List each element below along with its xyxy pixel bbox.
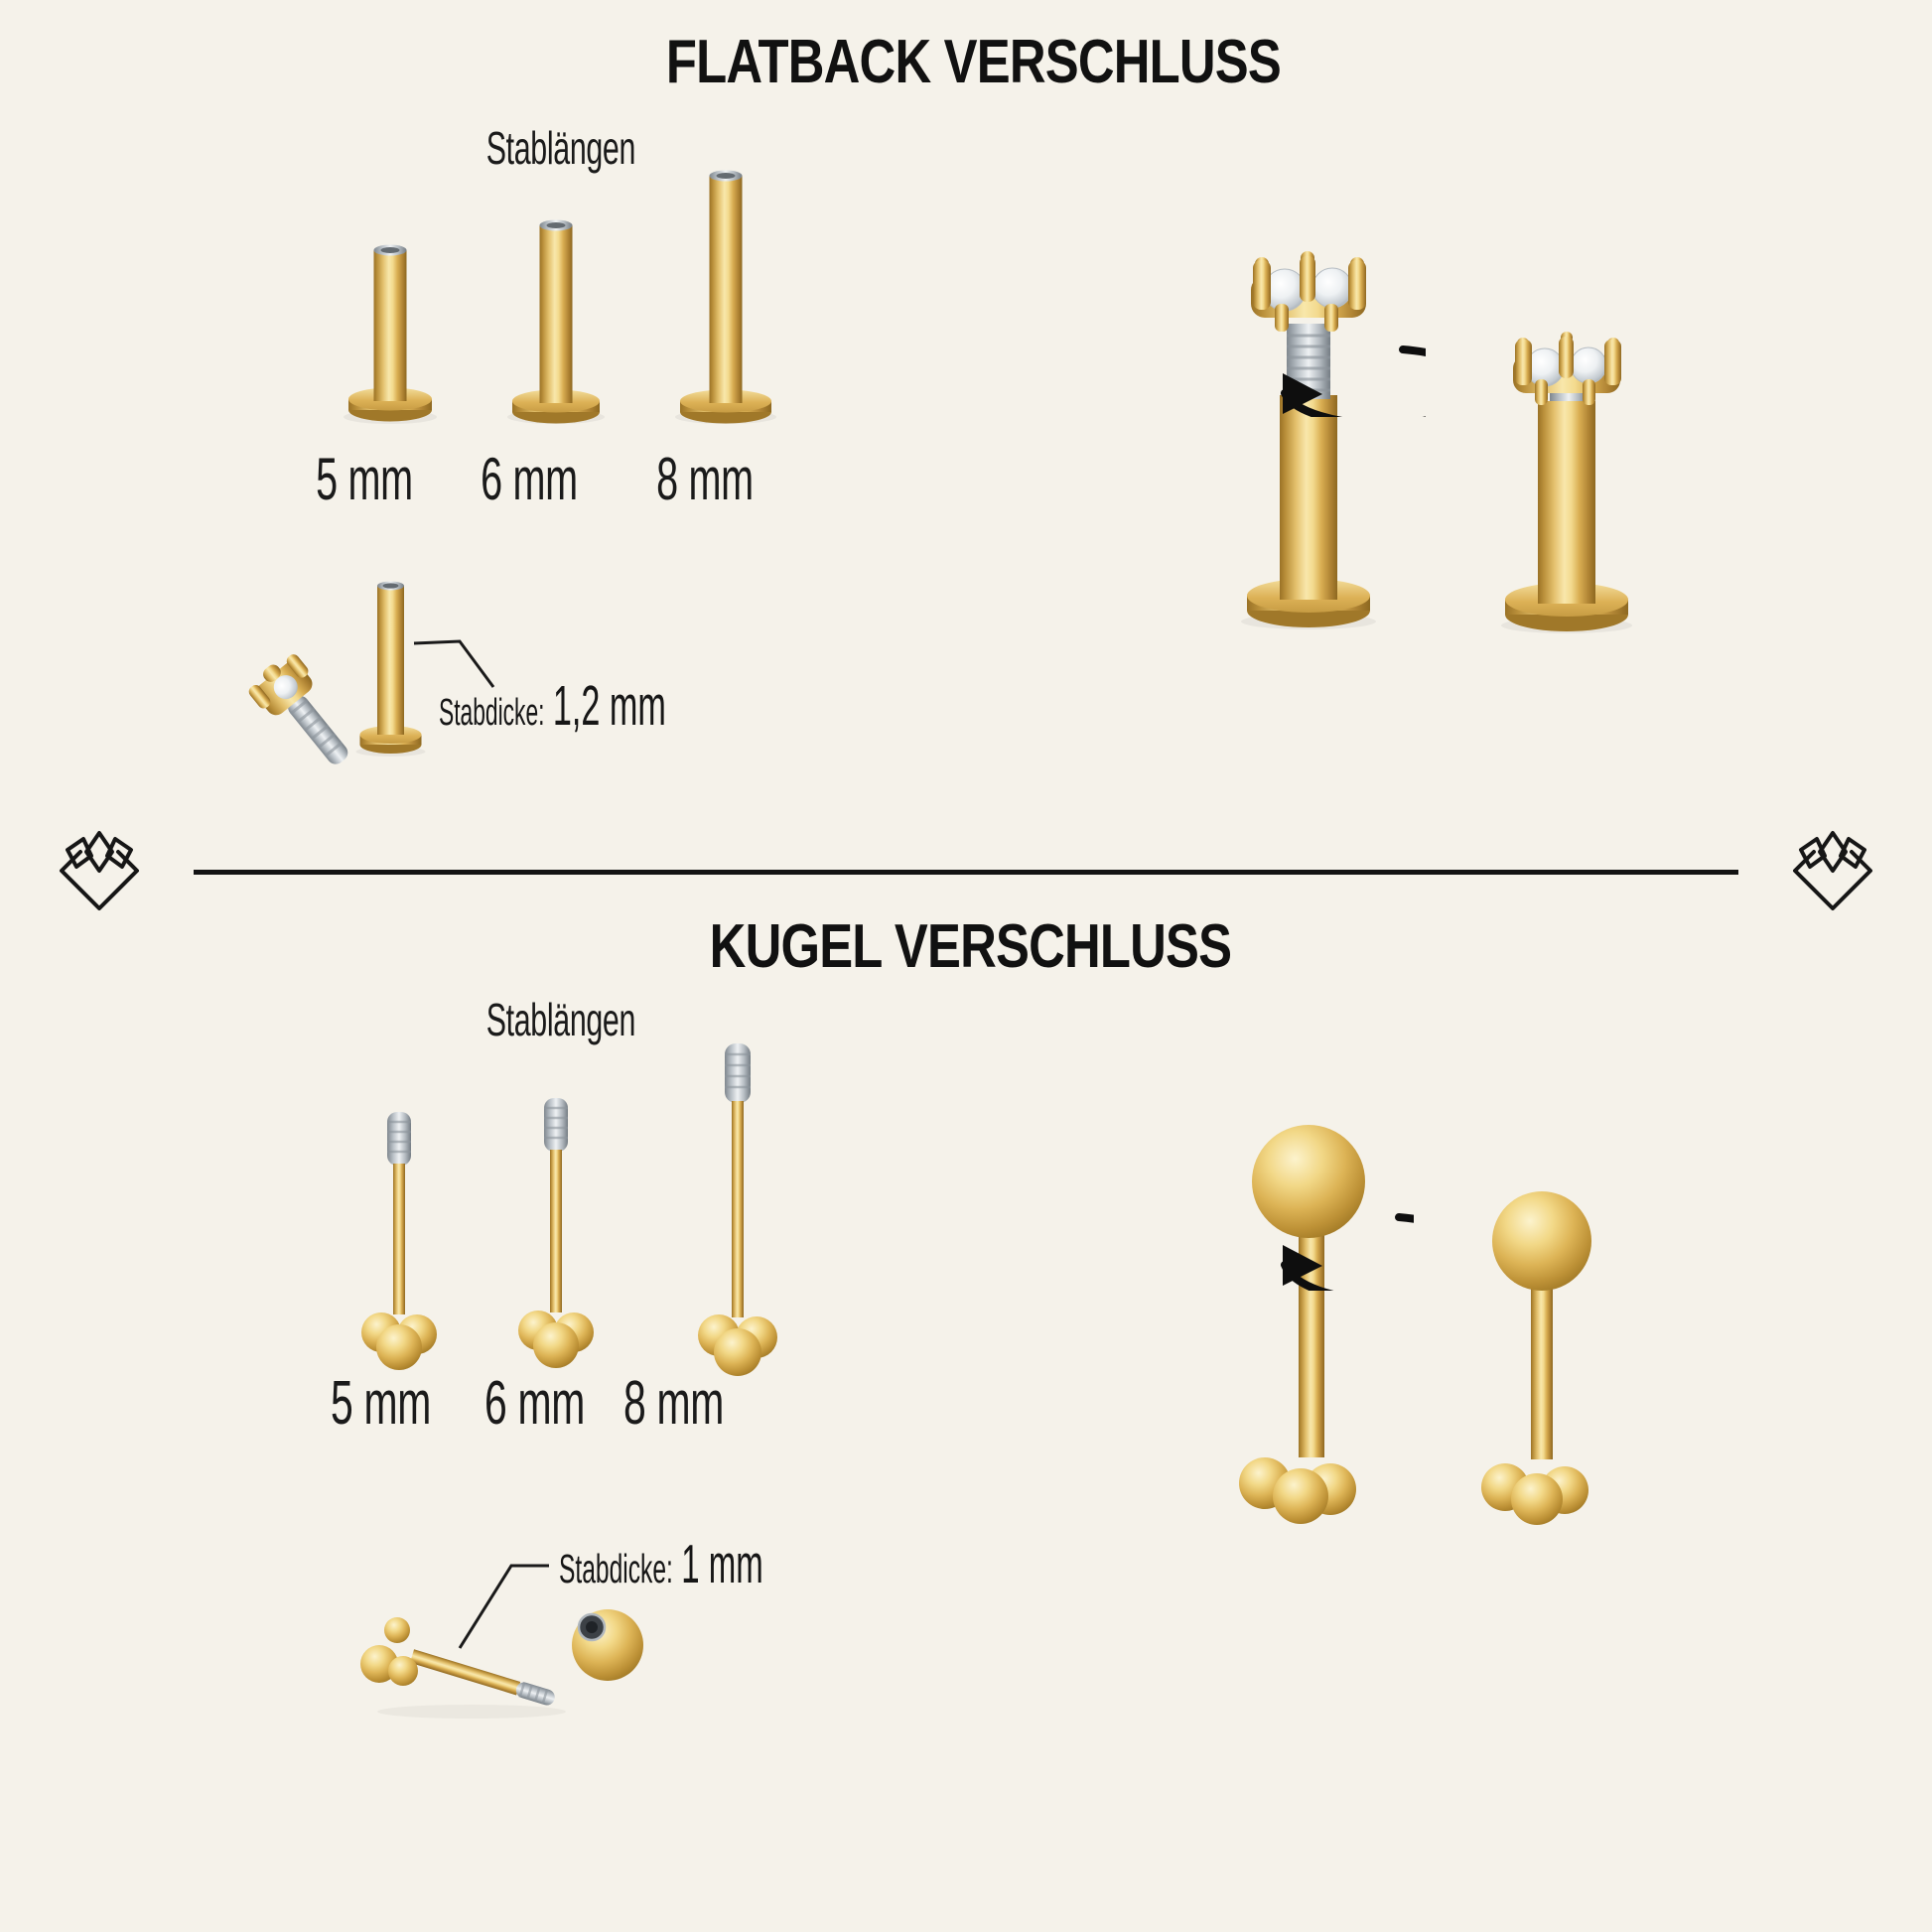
flatback-stud-5mm — [336, 242, 445, 427]
thickness-label: Stabdicke: — [439, 692, 545, 734]
rotation-arrow-icon — [1205, 1177, 1414, 1291]
lotus-brand-icon-right — [1783, 824, 1882, 923]
flatback-stud-6mm — [501, 217, 611, 427]
flatback-thickness — [439, 673, 666, 739]
flatback-section-title — [477, 27, 1469, 97]
kugel-disassembled-parts — [352, 1590, 670, 1734]
rotation-arrow-icon — [1197, 314, 1426, 417]
flatback-stud-large-closed — [1501, 328, 1640, 637]
thickness-value: 1 mm — [681, 1533, 763, 1594]
kugel-stud-large-closed — [1467, 1189, 1616, 1531]
thickness-value: 1,2 mm — [552, 674, 666, 738]
kugel-section-title: KUGEL VERSCHLUSS — [709, 912, 1231, 981]
lotus-brand-icon-left — [50, 824, 149, 923]
kugel-stud-5mm — [345, 1108, 454, 1374]
flatback-size-label-8mm: 8 mm — [656, 446, 754, 512]
flatback-stud-large-open — [1237, 246, 1384, 633]
flatback-size-label-6mm: 6 mm — [481, 446, 578, 512]
kugel-size-label-6mm: 6 mm — [483, 1369, 585, 1438]
flatback-stud-8mm — [671, 168, 780, 427]
kugel-stud-large-open — [1231, 1110, 1400, 1529]
thickness-label: Stabdicke: — [559, 1546, 673, 1591]
kugel-thickness — [559, 1532, 763, 1595]
page-title: FLATBACK VERSCHLUSS — [665, 28, 1281, 96]
flatback-size-label-5mm: 5 mm — [316, 446, 413, 512]
gem-top-with-pin — [243, 648, 366, 777]
kugel-stud-6mm — [501, 1094, 611, 1374]
kugel-stud-8mm — [683, 1039, 792, 1379]
kugel-size-label-8mm: 8 mm — [622, 1369, 724, 1438]
flatback-lengths-label: Stablängen — [485, 122, 636, 174]
divider-line — [194, 870, 1738, 875]
kugel-size-label-5mm: 5 mm — [330, 1369, 431, 1438]
kugel-lengths-label: Stablängen — [485, 994, 636, 1045]
